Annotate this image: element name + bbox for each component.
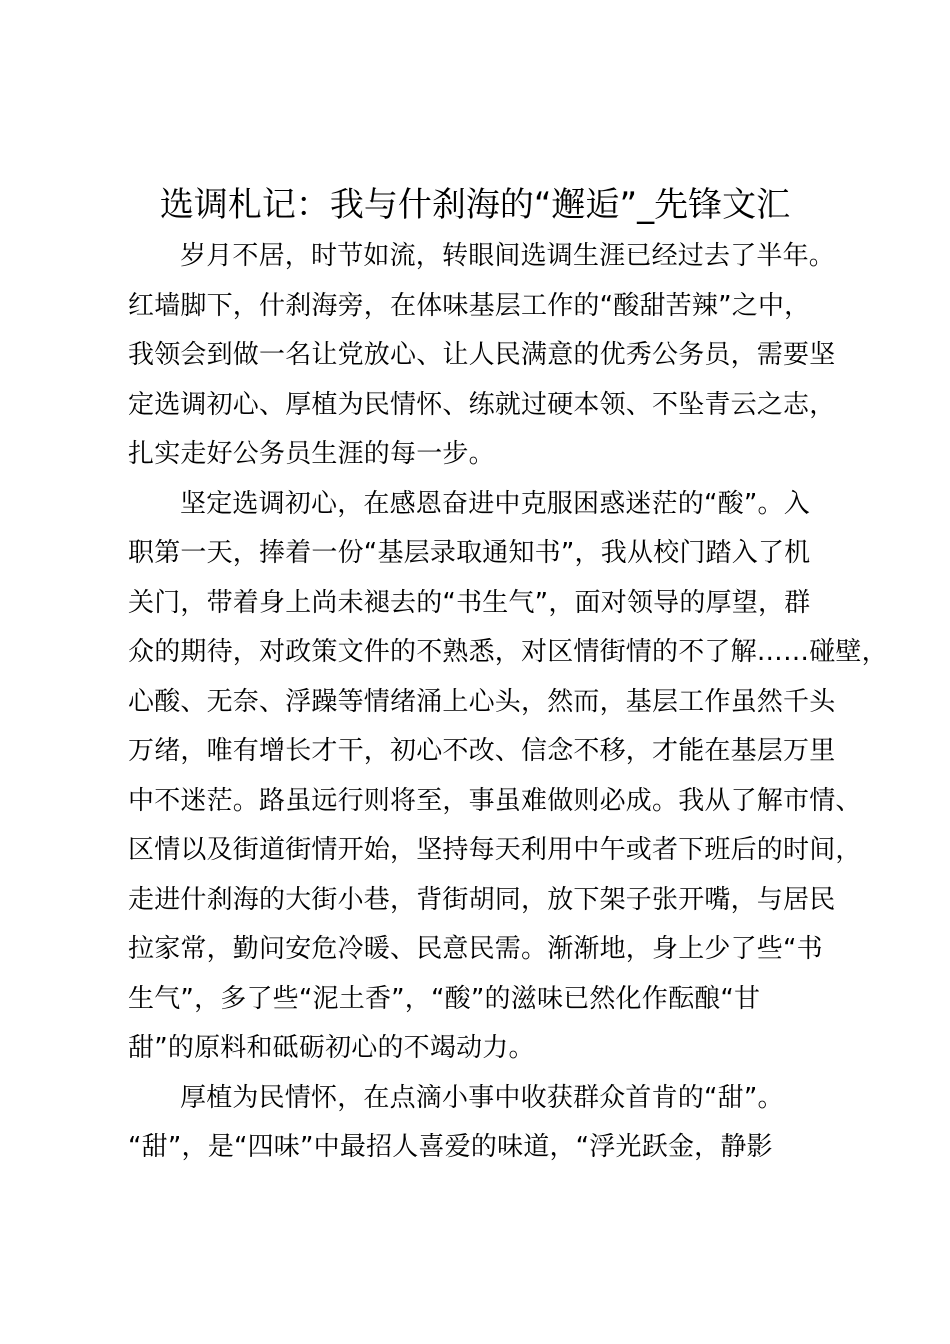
paragraph-1-line-3: 我领会到做一名让党放心、让人民满意的优秀公务员，需要坚	[128, 340, 836, 370]
paragraph-3-line-2: “甜”，是“四味”中最招人喜爱的味道，“浮光跃金，静影	[128, 1132, 773, 1162]
paragraph-1-line-4: 定选调初心、厚植为民情怀、练就过硬本领、不坠青云之志，	[128, 389, 836, 420]
paragraph-2-line-8: 区情以及街道街情开始，坚持每天利用中午或者下班后的时间，	[128, 835, 862, 865]
paragraph-2-line-4: 众的期待，对政策文件的不熟悉，对区情街情的不了解……碰壁，	[128, 637, 888, 667]
paragraph-2-line-6: 万绪，唯有增长才干，初心不改、信念不移，才能在基层万里	[128, 736, 836, 766]
paragraph-1-line-2: 红墙脚下，什刹海旁，在体味基层工作的“酸甜苦辣”之中，	[128, 290, 811, 321]
document-body	[128, 232, 888, 1173]
paragraph-2-line-3: 关门，带着身上尚未褪去的“书生气”，面对领导的厚望，群	[128, 587, 811, 618]
paragraph-2-line-12: 甜”的原料和砥砺初心的不竭动力。	[128, 1033, 535, 1063]
paragraph-2-line-10: 拉家常，勤问安危冷暖、民意民需。渐渐地，身上少了些“书	[128, 934, 823, 964]
paragraph-1-line-5: 扎实走好公务员生涯的每一步。	[128, 439, 495, 469]
paragraph-2-line-5: 心酸、无奈、浮躁等情绪涌上心头，然而，基层工作虽然千头	[128, 686, 836, 717]
paragraph-2-line-7: 中不迷茫。路虽远行则将至，事虽难做则必成。我从了解市情、	[128, 785, 862, 816]
paragraph-2-line-1: 坚定选调初心，在感恩奋进中克服困惑迷茫的“酸”。入	[180, 488, 810, 519]
paragraph-2-line-9: 走进什刹海的大街小巷，背街胡同，放下架子张开嘴，与居民	[128, 884, 836, 915]
paragraph-3-line-1: 厚植为民情怀，在点滴小事中收获群众首肯的“甜”。	[180, 1082, 784, 1113]
paragraph-2-line-2: 职第一天，捧着一份“基层录取通知书”，我从校门踏入了机	[128, 538, 811, 568]
document-title: 选调札记：我与什刹海的“邂逅”_先锋文汇	[159, 185, 791, 225]
paragraph-2-line-11: 生气”，多了些“泥土香”，“酸”的滋味已然化作酝酿“甘	[128, 983, 761, 1014]
paragraph-1-line-1: 岁月不居，时节如流，转眼间选调生涯已经过去了半年。	[180, 241, 836, 271]
